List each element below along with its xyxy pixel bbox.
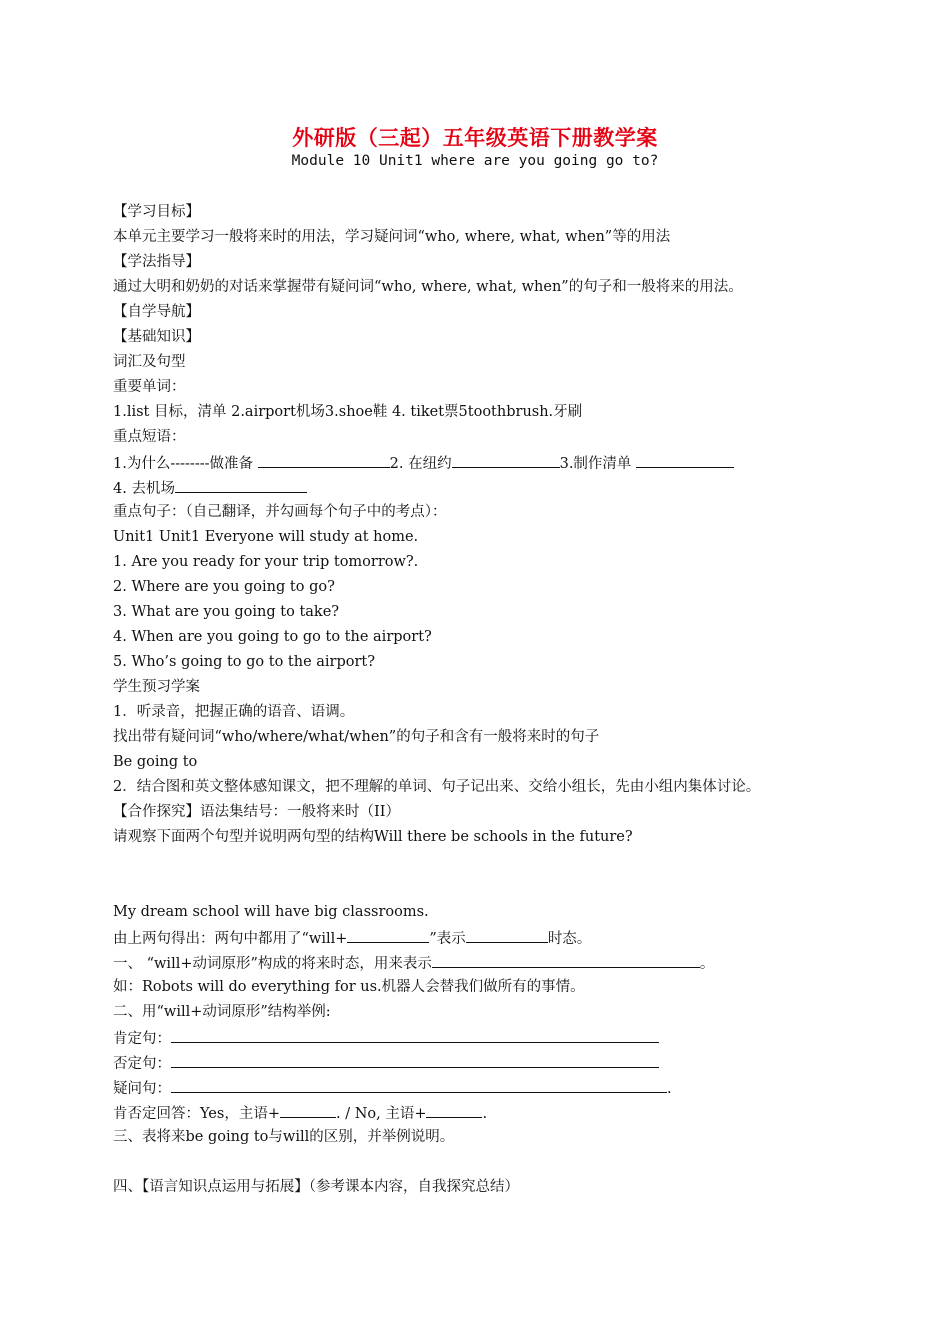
phrase-line-2 bbox=[113, 475, 843, 500]
dream-school-sentence: My dream school will have big classrooms. bbox=[113, 904, 429, 920]
preview-find-text: 找出带有疑问词“who/where/what/when”的句子和含有一般将来时的句子 bbox=[113, 729, 600, 745]
preview-heading: 学生预习学案 bbox=[113, 679, 200, 695]
document-subtitle: Module 10 Unit1 where are you going go to? bbox=[291, 153, 659, 169]
will-blank[interactable] bbox=[347, 925, 429, 943]
conclusion-text-a: 由上两句得出：两句中都用了“will+ bbox=[113, 931, 348, 947]
phrase-1: 1.为什么--------做准备 bbox=[113, 456, 258, 472]
point-one-text: 一、 “will+动词原形”构成的将来时态，用来表示 bbox=[113, 956, 432, 972]
conclusion-text-c: 时态。 bbox=[547, 931, 592, 947]
answer-line bbox=[113, 1100, 843, 1125]
phrase-3-blank[interactable] bbox=[636, 450, 734, 468]
phrase-2: 2. 在纽约 bbox=[389, 456, 452, 472]
point-two-heading: 二、用“will+动词原形”结构举例: bbox=[113, 1004, 331, 1020]
phrase-line-1 bbox=[113, 450, 843, 475]
point-three: 三、表将来be going to与will的区别，并举例说明。 bbox=[113, 1129, 455, 1145]
phrase-4-blank[interactable] bbox=[175, 475, 307, 493]
key-phrases-heading: 重点短语： bbox=[113, 429, 186, 445]
spacer bbox=[113, 850, 843, 875]
tense-blank[interactable] bbox=[466, 925, 548, 943]
sentence-5: 5. Who’s going to go to the airport? bbox=[113, 654, 376, 670]
vocab-heading: 词汇及句型 bbox=[113, 354, 186, 370]
answer-yes-text: 肯否定回答：Yes，主语+ bbox=[113, 1106, 280, 1122]
heading-learning-goal: 【学习目标】 bbox=[113, 204, 200, 220]
key-words-list: 1.list 目标，清单 2.airport机场3.shoe鞋 4. tiket票5toothbrush.牙刷 bbox=[113, 404, 583, 420]
preview-step-2: 2．结合图和英文整体感知课文，把不理解的单词、句子记出来、交给小组长，先由小组内集体讨论。 bbox=[113, 779, 761, 795]
conclusion-line bbox=[113, 925, 843, 950]
heading-self-study: 【自学导航】 bbox=[113, 304, 200, 320]
point-one-line bbox=[113, 950, 843, 975]
key-words-heading: 重要单词： bbox=[113, 379, 186, 395]
document-title: 外研版（三起）五年级英语下册教学案 bbox=[292, 126, 658, 150]
spacer bbox=[113, 875, 843, 900]
point-four: 四、【语言知识点运用与拓展】（参考课本内容，自我探究总结） bbox=[113, 1179, 519, 1195]
negative-blank[interactable] bbox=[171, 1050, 659, 1068]
answer-no-blank[interactable] bbox=[426, 1100, 482, 1118]
question-label: 疑问句： bbox=[113, 1081, 171, 1097]
conclusion-text-b: ”表示 bbox=[429, 931, 466, 947]
sentence-4: 4. When are you going to go to the airport? bbox=[113, 629, 432, 645]
negative-label: 否定句： bbox=[113, 1056, 171, 1072]
document-body bbox=[113, 200, 843, 1200]
answer-end: . bbox=[482, 1106, 488, 1122]
sentence-1: 1. Are you ready for your trip tomorrow?. bbox=[113, 554, 419, 570]
heading-cooperative-inquiry: 【合作探究】语法集结号：一般将来时（II） bbox=[113, 804, 400, 820]
positive-blank[interactable] bbox=[171, 1025, 659, 1043]
key-sentences-heading: 重点句子：（自己翻译，并勾画每个句子中的考点）： bbox=[113, 504, 447, 520]
point-one-blank[interactable] bbox=[432, 950, 700, 968]
heading-basic-knowledge: 【基础知识】 bbox=[113, 329, 200, 345]
phrase-1-blank[interactable] bbox=[258, 450, 390, 468]
unit-sentence: Unit1 Unit1 Everyone will study at home. bbox=[113, 529, 419, 545]
preview-step-1: 1．听录音，把握正确的语音、语调。 bbox=[113, 704, 355, 720]
sentence-2: 2. Where are you going to go? bbox=[113, 579, 335, 595]
question-sentence-line bbox=[113, 1075, 843, 1100]
phrase-3: 3.制作清单 bbox=[559, 456, 637, 472]
answer-yes-blank[interactable] bbox=[280, 1100, 336, 1118]
negative-sentence-line bbox=[113, 1050, 843, 1075]
positive-sentence-line bbox=[113, 1025, 843, 1050]
point-one-end: 。 bbox=[699, 956, 715, 972]
phrase-2-blank[interactable] bbox=[452, 450, 560, 468]
answer-no-text: . / No, 主语+ bbox=[335, 1106, 427, 1122]
preview-be-going-to: Be going to bbox=[113, 754, 198, 770]
heading-method-guide: 【学法指导】 bbox=[113, 254, 200, 270]
cooperative-text: 请观察下面两个句型并说明两句型的结构Will there be schools in the future? bbox=[113, 829, 633, 845]
example-sentence: 如：Robots will do everything for us.机器人会替我们做所有的事情。 bbox=[113, 979, 585, 995]
learning-goal-text: 本单元主要学习一般将来时的用法，学习疑问词“who, where, what, when”等的用法 bbox=[113, 229, 671, 245]
method-guide-text: 通过大明和奶奶的对话来掌握带有疑问词“who, where, what, when”的句子和一般将来的用法。 bbox=[113, 279, 743, 295]
question-blank[interactable] bbox=[171, 1075, 667, 1093]
spacer bbox=[113, 1150, 843, 1175]
positive-label: 肯定句： bbox=[113, 1031, 171, 1047]
question-end: . bbox=[667, 1081, 672, 1097]
sentence-3: 3. What are you going to take? bbox=[113, 604, 340, 620]
phrase-4: 4. 去机场 bbox=[113, 481, 175, 497]
